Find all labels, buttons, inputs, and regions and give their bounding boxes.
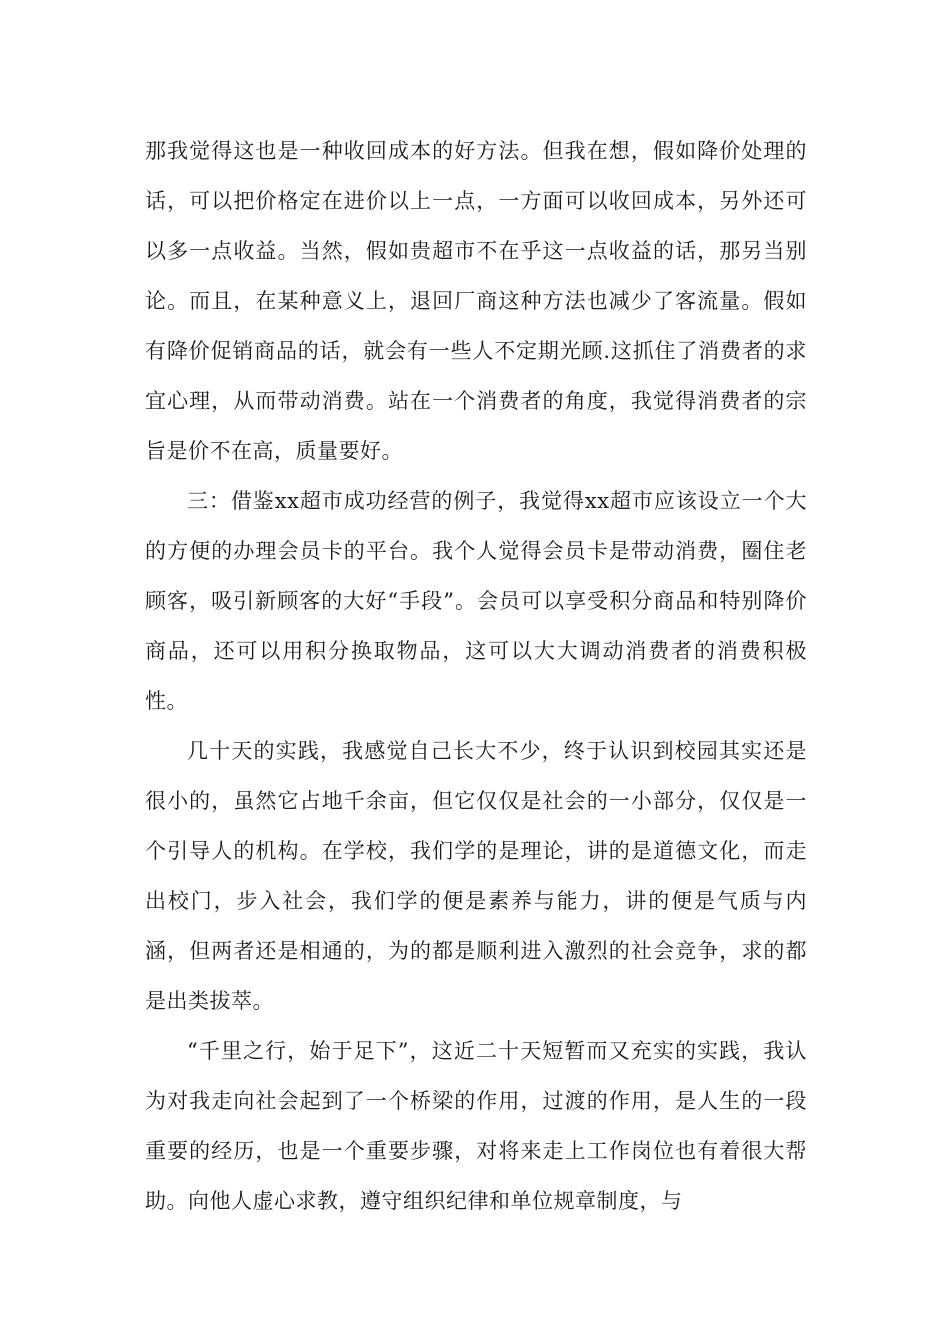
paragraph-3: 几十天的实践，我感觉自己长大不少，终于认识到校园其实还是很小的，虽然它占地千余亩，但它仅仅是社会的一小部分，仅仅是一个引导人的机构。在学校，我们学的是理论，讲的是道德文化，而走出校门，步入社会，我们学的便是素养与能力，讲的便是气质与内涵，但两者还是相通的，为的都是顺利进入激烈的社会竞争，求的都是出类拔萃。 xyxy=(145,739,807,1013)
paragraph-2: 三：借鉴xx超市成功经营的例子，我觉得xx超市应该设立一个大的方便的办理会员卡的平台。我个人觉得会员卡是带动消费，圈住老顾客，吸引新顾客的大好“手段”。会员可以享受积分商品和特别降价商品，还可以用积分换取物品，这可以大大调动消费者的消费积极性。 xyxy=(145,489,807,713)
document-body xyxy=(145,126,807,1226)
paragraph-4: “千里之行，始于足下”，这近二十天短暂而又充实的实践，我认为对我走向社会起到了一个桥梁的作用，过渡的作用，是人生的一段重要的经历，也是一个重要步骤，对将来走上工作岗位也有着很大帮助。向他人虚心求教，遵守组织纪律和单位规章制度，与 xyxy=(145,1039,807,1213)
paragraph-1: 那我觉得这也是一种收回成本的好方法。但我在想，假如降价处理的话，可以把价格定在进价以上一点，一方面可以收回成本，另外还可以多一点收益。当然，假如贵超市不在乎这一点收益的话，那另当别论。而且，在某种意义上，退回厂商这种方法也减少了客流量。假如有降价促销商品的话，就会有一些人不定期光顾.这抓住了消费者的求宜心理，从而带动消费。站在一个消费者的角度，我觉得消费者的宗旨是价不在高，质量要好。 xyxy=(145,139,807,463)
